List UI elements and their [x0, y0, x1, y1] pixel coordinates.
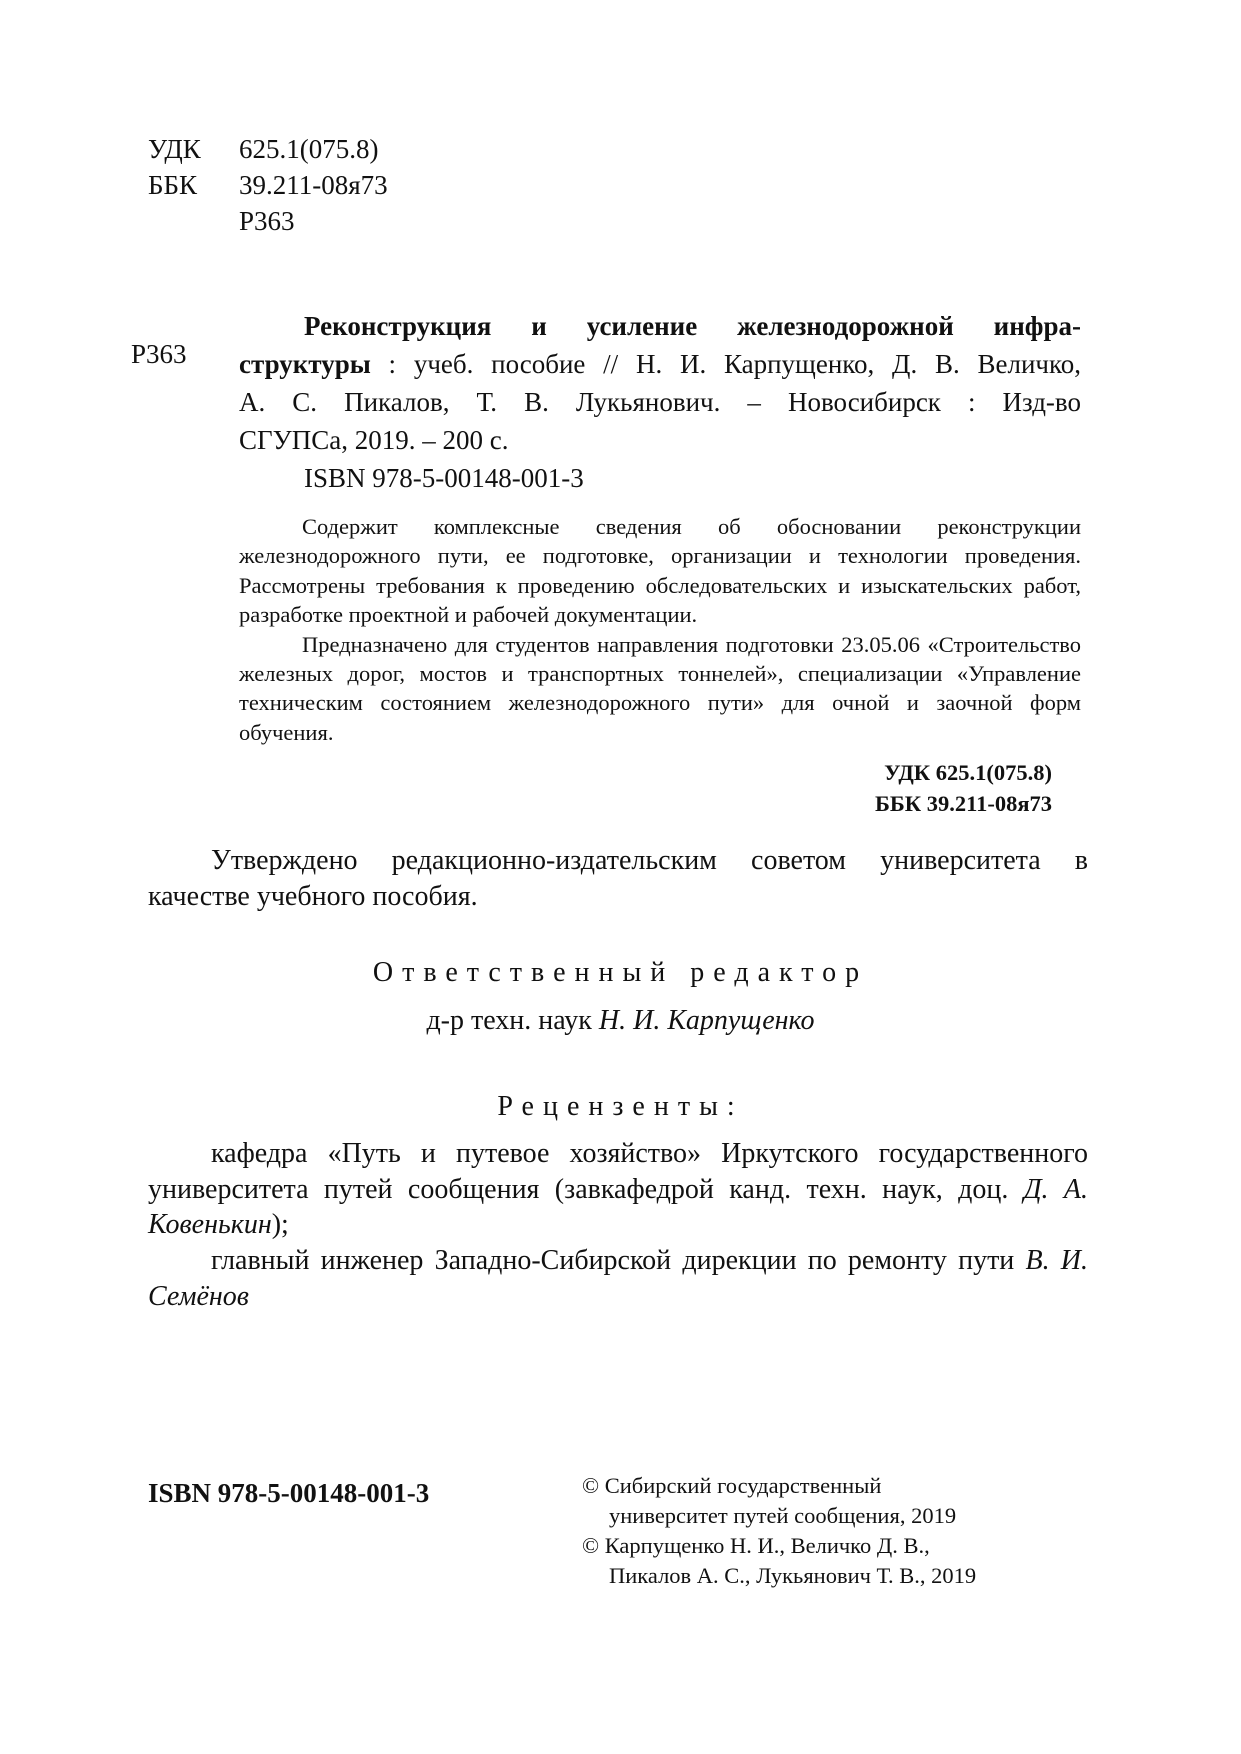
reviewer-1: кафедра «Путь и путевое хозяйство» Иркутского государственного университета путей сообщения (завкафедрой канд. техн. наук, доц. Д. А. Ковенькин); [148, 1138, 1088, 1240]
bib-isbn: ISBN 978-5-00148-001-3 [304, 463, 584, 493]
annotation-bbk: ББК 39.211-08я73 [875, 791, 1052, 817]
editor-name: Н. И. Карпущенко [598, 1005, 815, 1036]
reviewer-1-name: Д. А. Ковенькин [148, 1173, 1088, 1240]
author-mark: Р363 [131, 339, 187, 369]
annotation-codes [239, 757, 1081, 819]
editor-heading: Ответственный редактор [372, 957, 869, 988]
copyright-1a: © Сибирский государственный [582, 1473, 882, 1498]
editor-line [0, 1005, 1241, 1037]
bib-line3: А. С. Пикалов, Т. В. Лукьянович. – Новосибирск : Изд-во [239, 387, 1081, 417]
footer-isbn: ISBN 978-5-00148-001-3 [148, 1478, 430, 1508]
approval-text: Утверждено редакционно-издательским советом университета в качестве учебного пособия. [148, 845, 1088, 912]
copyright-2b: Пикалов А. С., Лукьянович Т. В., 2019 [609, 1563, 977, 1588]
udk-code: 625.1(075.8) [239, 134, 379, 164]
reviewers-heading: Рецензенты: [497, 1091, 744, 1122]
annotation [239, 512, 1081, 819]
bib-line2 [239, 345, 1081, 383]
annotation-para1: Содержит комплексные сведения об обосновании реконструкции железнодорожного пути, ее подготовке, организации и технологии проведения. Рассмотрены требования к проведению обследовательских и изыскательских работ, разработке проектной и рабочей документации. [239, 514, 1081, 628]
annotation-para2: Предназначено для студентов направления подготовки 23.05.06 «Строительство железных дорог, мостов и транспортных тоннелей», специализации «Управление техническим состоянием железнодорожного пути» для очной и заочной форм обучения. [239, 631, 1081, 745]
book-title-line2: структуры [239, 349, 371, 379]
reviewer-2: главный инженер Западно-Сибирской дирекции по ремонту пути В. И. Семёнов [148, 1245, 1088, 1312]
copyright-2a: © Карпущенко Н. И., Величко Д. В., [582, 1533, 930, 1558]
reviewer-2-name: В. И. Семёнов [148, 1245, 1088, 1312]
bbk-code: 39.211-08я73 [239, 170, 388, 200]
bib-line2-rest: : учеб. пособие // Н. И. Карпущенко, Д. В. Величко, [370, 349, 1081, 379]
bbk-label: ББК [148, 170, 198, 200]
udk-label: УДК [148, 134, 201, 164]
copyright-1b: университет путей сообщения, 2019 [609, 1503, 957, 1528]
annotation-udk: УДК 625.1(075.8) [884, 760, 1052, 786]
book-title-line1: Реконструкция и усиление железнодорожной инфра- [304, 311, 1081, 341]
editor-degree: д-р техн. наук [426, 1005, 599, 1036]
bib-line4: СГУПСа, 2019. – 200 с. [239, 425, 509, 455]
author-mark-header: Р363 [239, 206, 295, 236]
